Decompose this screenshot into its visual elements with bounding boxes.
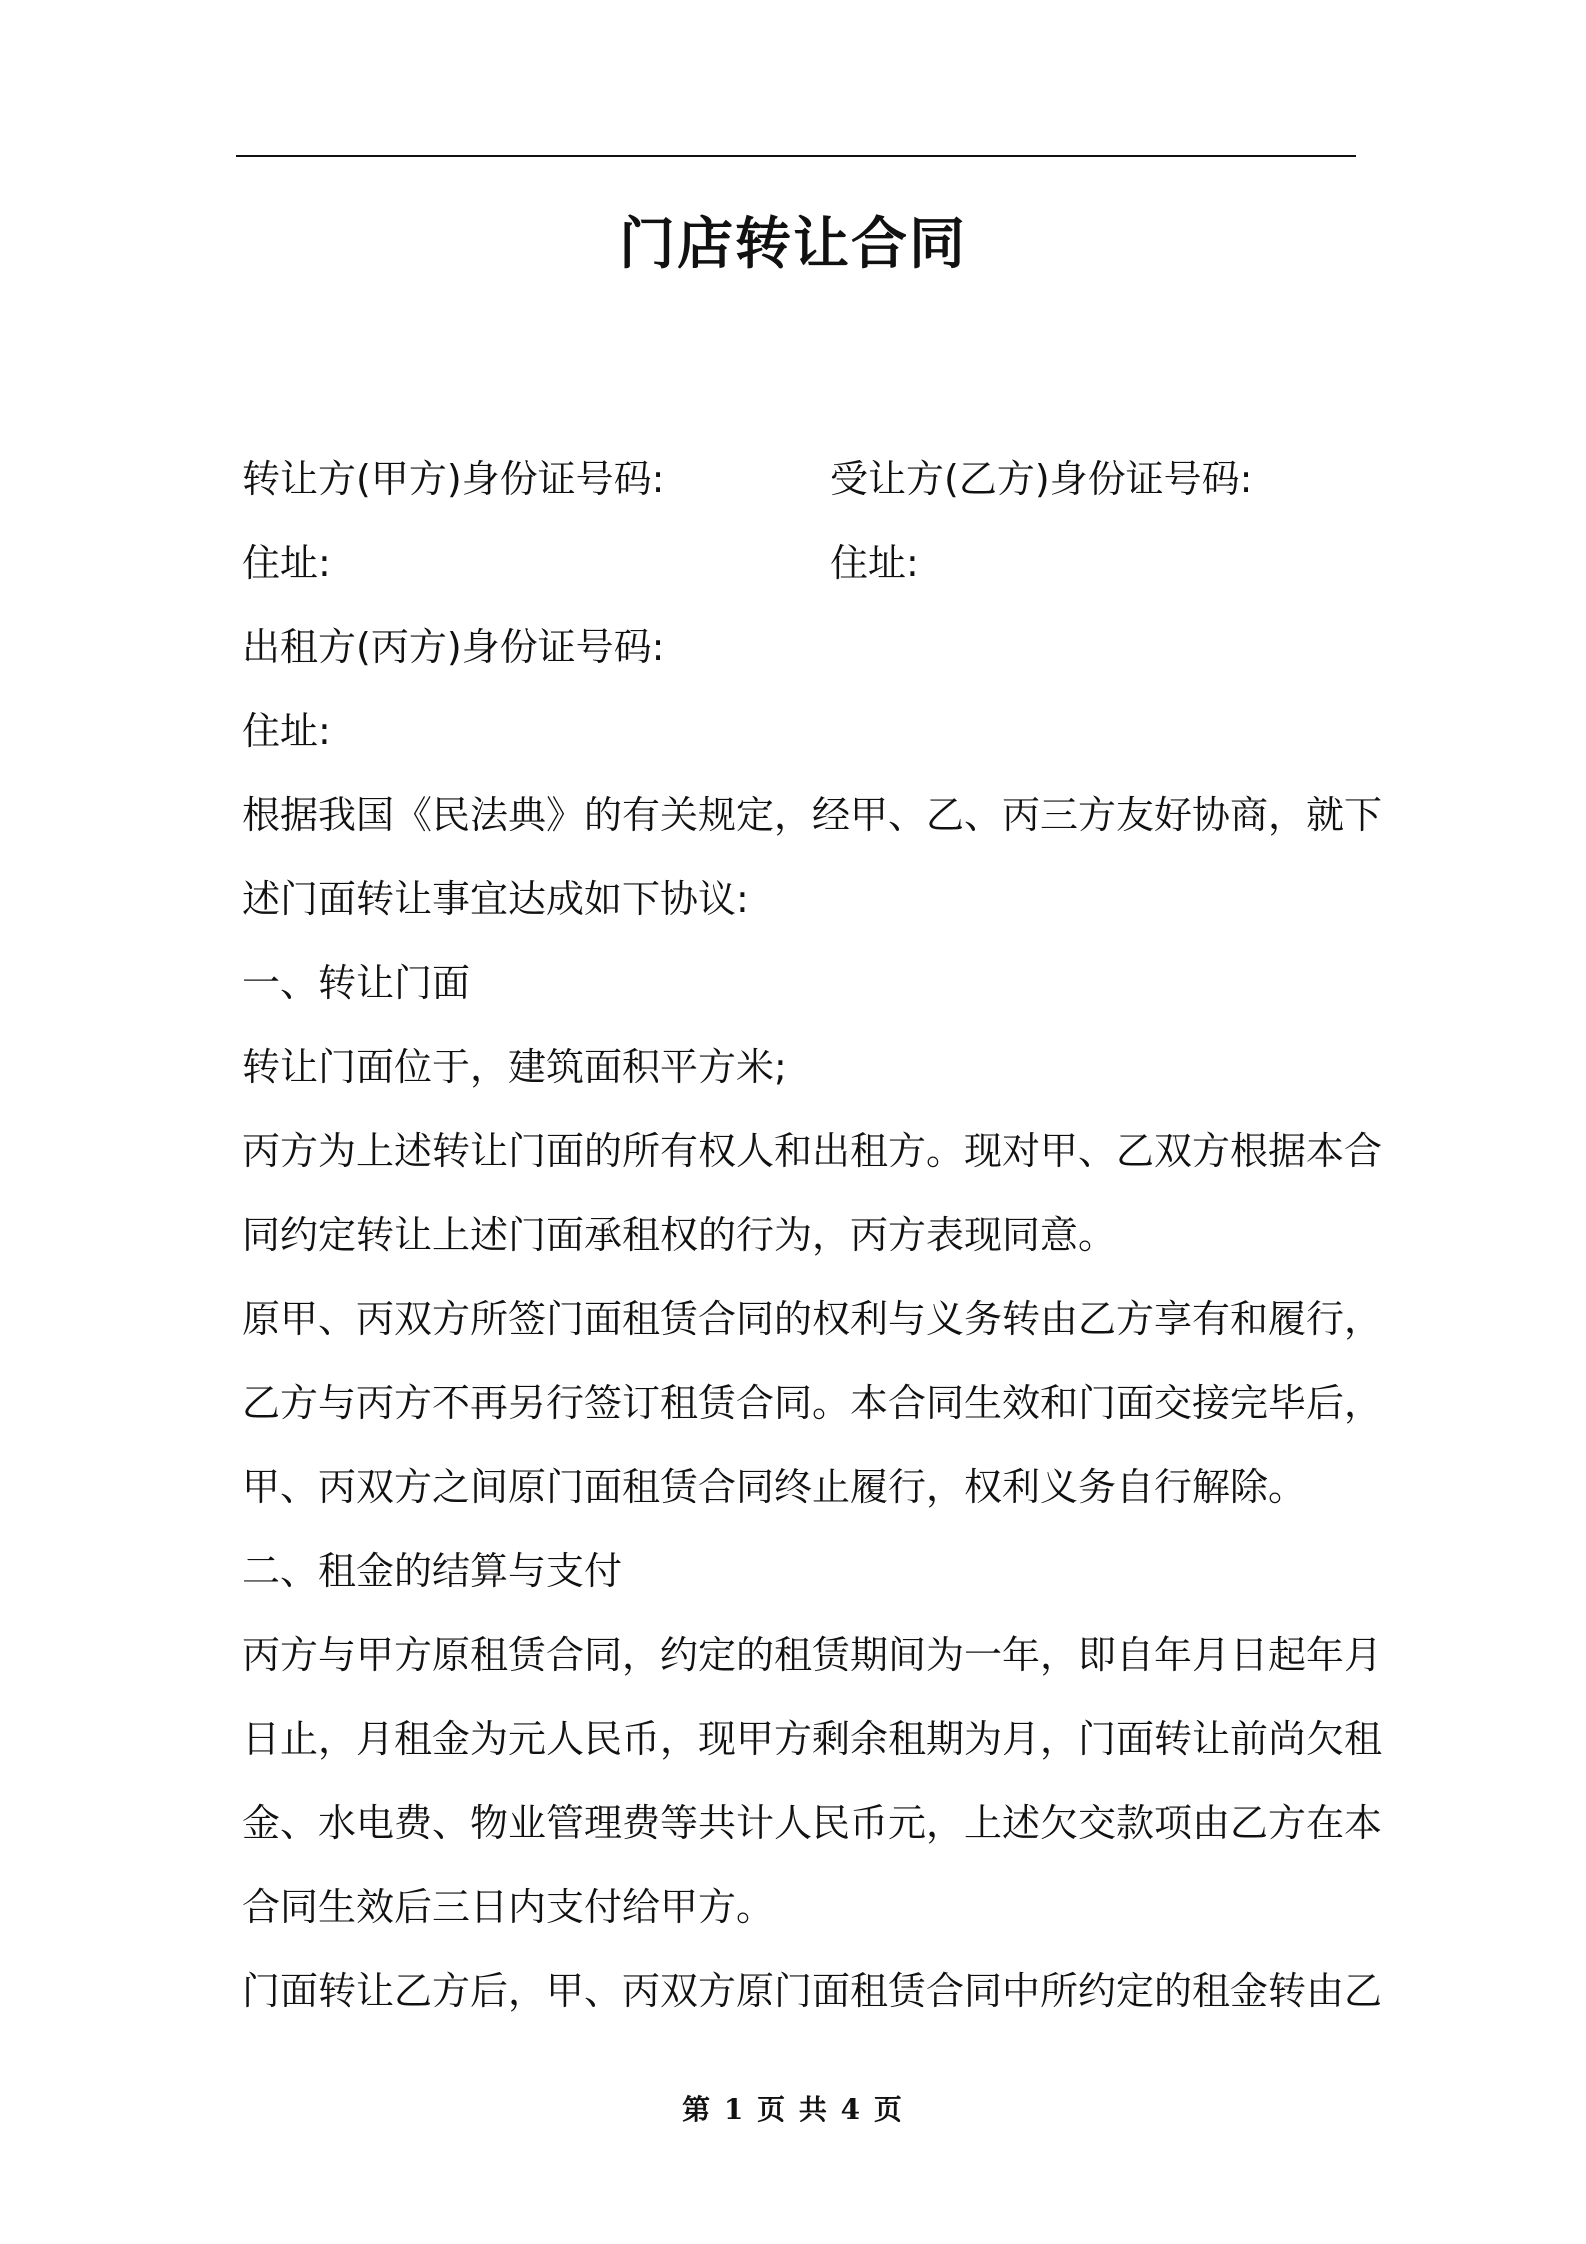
lessor-address-label: 住址:	[242, 709, 331, 753]
transferor-id-label: 转让方(甲方)身份证号码:	[242, 457, 665, 501]
header-rule	[236, 155, 1356, 157]
body-line: 丙方与甲方原租赁合同，约定的租赁期间为一年，即自年月日起年月	[242, 1633, 1383, 1677]
body-line: 转让门面位于，建筑面积平方米;	[242, 1045, 787, 1089]
transferee-address-label: 住址:	[830, 541, 919, 585]
body-line: 门面转让乙方后，甲、丙双方原门面租赁合同中所约定的租金转由乙	[242, 1969, 1383, 2013]
document-title: 门店转让合同	[619, 212, 967, 277]
body-line: 原甲、丙双方所签门面租赁合同的权利与义务转由乙方享有和履行，	[242, 1297, 1383, 1341]
body-line: 合同生效后三日内支付给甲方。	[242, 1885, 775, 1929]
section-heading: 一、转让门面	[242, 961, 471, 1005]
body-line: 乙方与丙方不再另行签订租赁合同。本合同生效和门面交接完毕后，	[242, 1381, 1383, 1425]
body-line: 根据我国《民法典》的有关规定，经甲、乙、丙三方友好协商，就下	[242, 793, 1383, 837]
body-line: 述门面转让事宜达成如下协议:	[242, 877, 749, 921]
section-heading: 二、租金的结算与支付	[242, 1549, 623, 1593]
transferee-id-label: 受让方(乙方)身份证号码:	[830, 457, 1253, 501]
body-line: 日止，月租金为元人民币，现甲方剩余租期为月，门面转让前尚欠租	[242, 1717, 1383, 1761]
body-line: 金、水电费、物业管理费等共计人民币元，上述欠交款项由乙方在本	[242, 1801, 1383, 1845]
body-line: 丙方为上述转让门面的所有权人和出租方。现对甲、乙双方根据本合	[242, 1129, 1383, 1173]
body-line: 同约定转让上述门面承租权的行为，丙方表现同意。	[242, 1213, 1117, 1257]
transferor-address-label: 住址:	[242, 541, 331, 585]
body-line: 甲、丙双方之间原门面租赁合同终止履行，权利义务自行解除。	[242, 1465, 1307, 1509]
lessor-id-label: 出租方(丙方)身份证号码:	[242, 625, 665, 669]
page-number-footer: 第 1 页 共 4 页	[682, 2093, 904, 2126]
